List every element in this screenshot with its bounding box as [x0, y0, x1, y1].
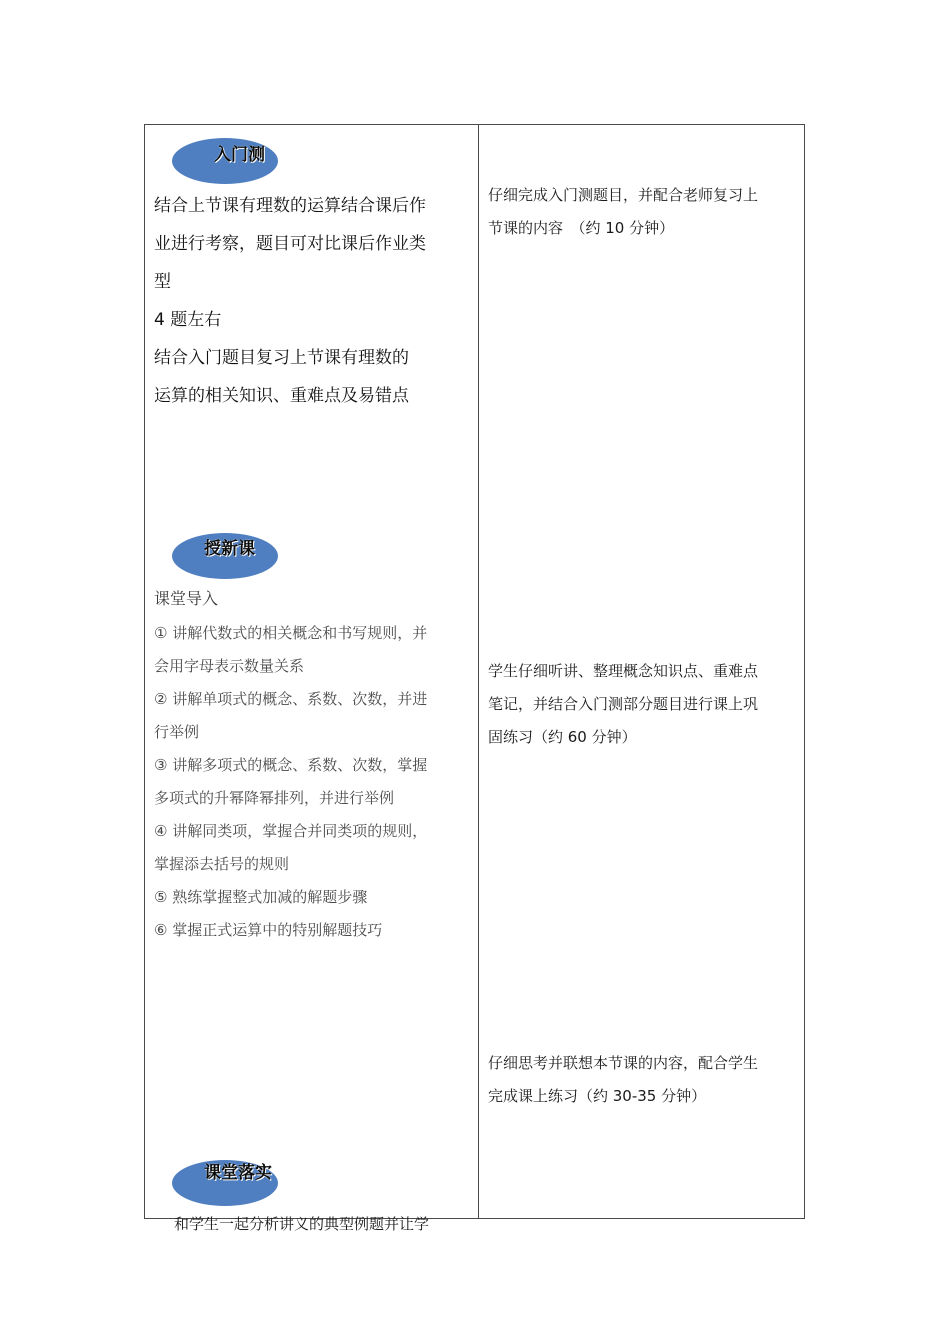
list-item: ② 讲解单项式的概念、系数、次数，并进: [154, 690, 428, 708]
text-line: 节课的内容 （约 10 分钟）: [488, 219, 675, 237]
text-line: 业进行考察，题目可对比课后作业类: [154, 234, 426, 254]
text-line: 完成课上练习（约 30-35 分钟）: [488, 1087, 707, 1105]
list-item: ④ 讲解同类项，掌握合并同类项的规则，: [154, 822, 428, 840]
new-lesson-student-activity: [488, 655, 796, 754]
text-line: 型: [154, 272, 171, 292]
new-lesson-intro: 课堂导入: [154, 589, 219, 608]
list-item: ⑥ 掌握正式运算中的特别解题技巧: [154, 921, 383, 939]
text-line: 运算的相关知识、重难点及易错点: [154, 386, 409, 406]
column-divider: [478, 124, 479, 1219]
entry-test-description: [154, 187, 426, 415]
entry-test-student-activity: [488, 179, 796, 245]
text-line: 结合入门题目复习上节课有理数的: [154, 348, 409, 368]
class-practice-badge-label: 课堂落实: [204, 1163, 272, 1183]
text-line: 仔细完成入门测题目，并配合老师复习上: [488, 186, 759, 204]
list-item: ① 讲解代数式的相关概念和书写规则，并: [154, 624, 428, 642]
list-item: ⑤ 熟练掌握整式加减的解题步骤: [154, 888, 368, 906]
class-practice-description: 和学生一起分析讲义的典型例题并让学: [174, 1215, 430, 1233]
text-line: 笔记，并结合入门测部分题目进行课上巩: [488, 695, 759, 713]
list-item: ③ 讲解多项式的概念、系数、次数，掌握: [154, 756, 428, 774]
text-line: 4 题左右: [154, 310, 222, 330]
entry-test-badge-label: 入门测: [214, 145, 265, 165]
list-item: 掌握添去括号的规则: [154, 855, 290, 873]
new-lesson-badge-label: 授新课: [204, 539, 255, 559]
practice-student-activity: [488, 1047, 796, 1113]
text-line: 学生仔细听讲、整理概念知识点、重难点: [488, 662, 759, 680]
new-lesson-content: [154, 617, 427, 947]
text-line: 结合上节课有理数的运算结合课后作: [154, 196, 426, 216]
text-line: 固练习（约 60 分钟）: [488, 728, 637, 746]
list-item: 行举例: [154, 723, 200, 741]
list-item: 会用字母表示数量关系: [154, 657, 305, 675]
text-line: 仔细思考并联想本节课的内容，配合学生: [488, 1054, 759, 1072]
list-item: 多项式的升幂降幂排列，并进行举例: [154, 789, 395, 807]
